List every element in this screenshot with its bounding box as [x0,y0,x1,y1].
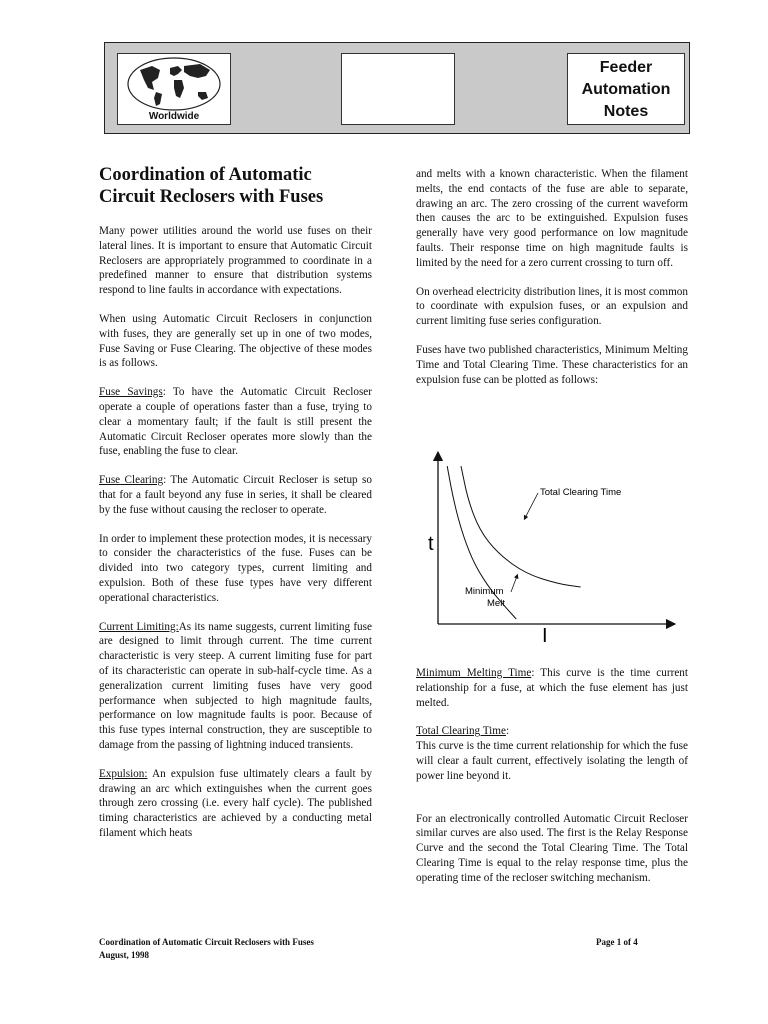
world-map-icon [126,56,222,112]
right-column-lower [416,666,688,900]
total-clearing-curve [461,466,581,587]
expulsion-text: An expulsion fuse ultimately clears a fault by drawing an arc which extinguishes when the current goes through zero crossing (i.e. every half cycle). The published timing characteristics are achieved by a conducting metal filament which heats [99,767,372,839]
total-clearing-label: Total Clearing Time [540,487,622,498]
series-title-line3: Notes [603,103,649,120]
minimum-melt-arrow [511,576,517,592]
current-limiting-paragraph [99,620,372,753]
minimum-melt-label-line2: Melt [487,598,505,609]
current-limiting-text: As its name suggests, current limiting fuse are designed to limit through current. The time current characteristic is very steep. A current limiting fuse for part of its characteristic can operate in sub-half-cycle time. As a generalization current limiting fuses have very good performance when subjected to high magnitude faults, performance on low magnitude faults is poor. Because of this fuse types internal construction, they are susceptible to damage from the passing of lightning induced transients. [99,620,372,751]
mmt-paragraph [416,666,688,710]
expulsion-continued-paragraph: and melts with a known characteristic. When the filament melts, the end contacts of the fuse are able to separate, drawing an arc. The zero crossing of the current waveform then causes the arc to be extinguished. Expulsion fuses generally have very good performance on low magnitude faults. Their response time on high magnitude faults is limited by the need for a zero current crossing to turn off. [416,168,688,269]
tct-text: This curve is the time current relationship for which the fuse will clear a fault current, effectively isolating the length of power line beyond it. [416,740,688,782]
right-column [416,167,688,401]
fuse-curve-chart [416,446,688,650]
overhead-paragraph: On overhead electricity distribution lines, it is most common to coordinate with expulsion fuses, or an expulsion and current limiting fuse series configuration. [416,285,688,328]
tct-term: Total Clearing Time [416,725,506,738]
minimum-melt-label-line1: Minimum [465,586,504,597]
footer-left [99,936,314,962]
intro-paragraph: Many power utilities around the world use fuses on their lateral lines. It is important to ensure that Automatic Circuit Reclosers are appropriately programmed to coordinate in a predefined manner to ensure that distribution systems respond to line faults in accordance with expectations. [99,225,372,297]
article-title-line1: Coordination of Automatic [99,165,312,185]
y-axis-label: t [428,533,434,555]
fuse-savings-text: : To have the Automatic Circuit Recloser operate a couple of operations faster than a fuse, trying to clear a momentary fault; if the fault is still present the Automatic Circuit Recloser operates more slowly than the fuse, enabling the fuse to clear. [99,386,372,458]
modes-paragraph: When using Automatic Circuit Reclosers in conjunction with fuses, they are generally set up in one of two modes, Fuse Saving or Fuse Clearing. The objective of these modes is as follows. [99,312,372,370]
series-title [567,53,685,125]
expulsion-paragraph [99,767,372,841]
tct-paragraph [416,724,688,783]
logo-label: Worldwide [148,111,200,122]
fuse-savings-term: Fuse Savings [99,386,163,399]
current-limiting-term: Current Limiting: [99,620,179,633]
blank-box [341,53,455,125]
fuse-clearing-term: Fuse Clearing [99,474,164,487]
fuse-savings-paragraph [99,385,372,459]
mmt-term: Minimum Melting Time [416,667,532,679]
article-title-line2: Circuit Reclosers with Fuses [99,187,324,207]
x-axis-label: I [542,625,548,647]
electronic-paragraph: For an electronically controlled Automatic Circuit Recloser similar curves are also used. The first is the Relay Response Curve and the second the Total Clearing Time. The Total Clearing Time is equal to the relay response time, plus the operating time of the recloser switching mechanism. [416,812,688,884]
footer-page-number: Page 1 of 4 [596,937,638,947]
fuse-clearing-text: : The Automatic Circuit Recloser is setup so that for a fault beyond any fuse in series, it shall be cleared by the fuse without causing the recloser to operate. [99,474,372,516]
characteristics-paragraph: Fuses have two published characteristics, Minimum Melting Time and Total Clearing Time. These characteristics for an expulsion fuse can be plotted as follows: [416,343,688,386]
header-banner [104,42,690,134]
series-title-line2: Automation [581,81,671,98]
mmt-text: : This curve is the time current relationship for a fuse, at which the fuse element has just melted. [416,667,688,709]
left-column [99,164,372,855]
footer-date: August, 1998 [99,950,150,960]
total-clearing-arrow [525,493,538,518]
tct-colon: : [505,725,510,738]
article-title [99,164,372,208]
series-title-line1: Feeder [599,59,653,76]
protection-paragraph: In order to implement these protection modes, it is necessary to consider the characteristics of the fuse. Fuses can be divided into two category types, current limiting and expulsion. Both of these fuse types have very different operational characteristics. [99,532,372,604]
fuse-clearing-paragraph [99,473,372,517]
expulsion-term: Expulsion: [99,767,148,780]
footer-doc-title: Coordination of Automatic Circuit Reclosers with Fuses [99,937,314,947]
worldwide-logo-box [117,53,231,125]
